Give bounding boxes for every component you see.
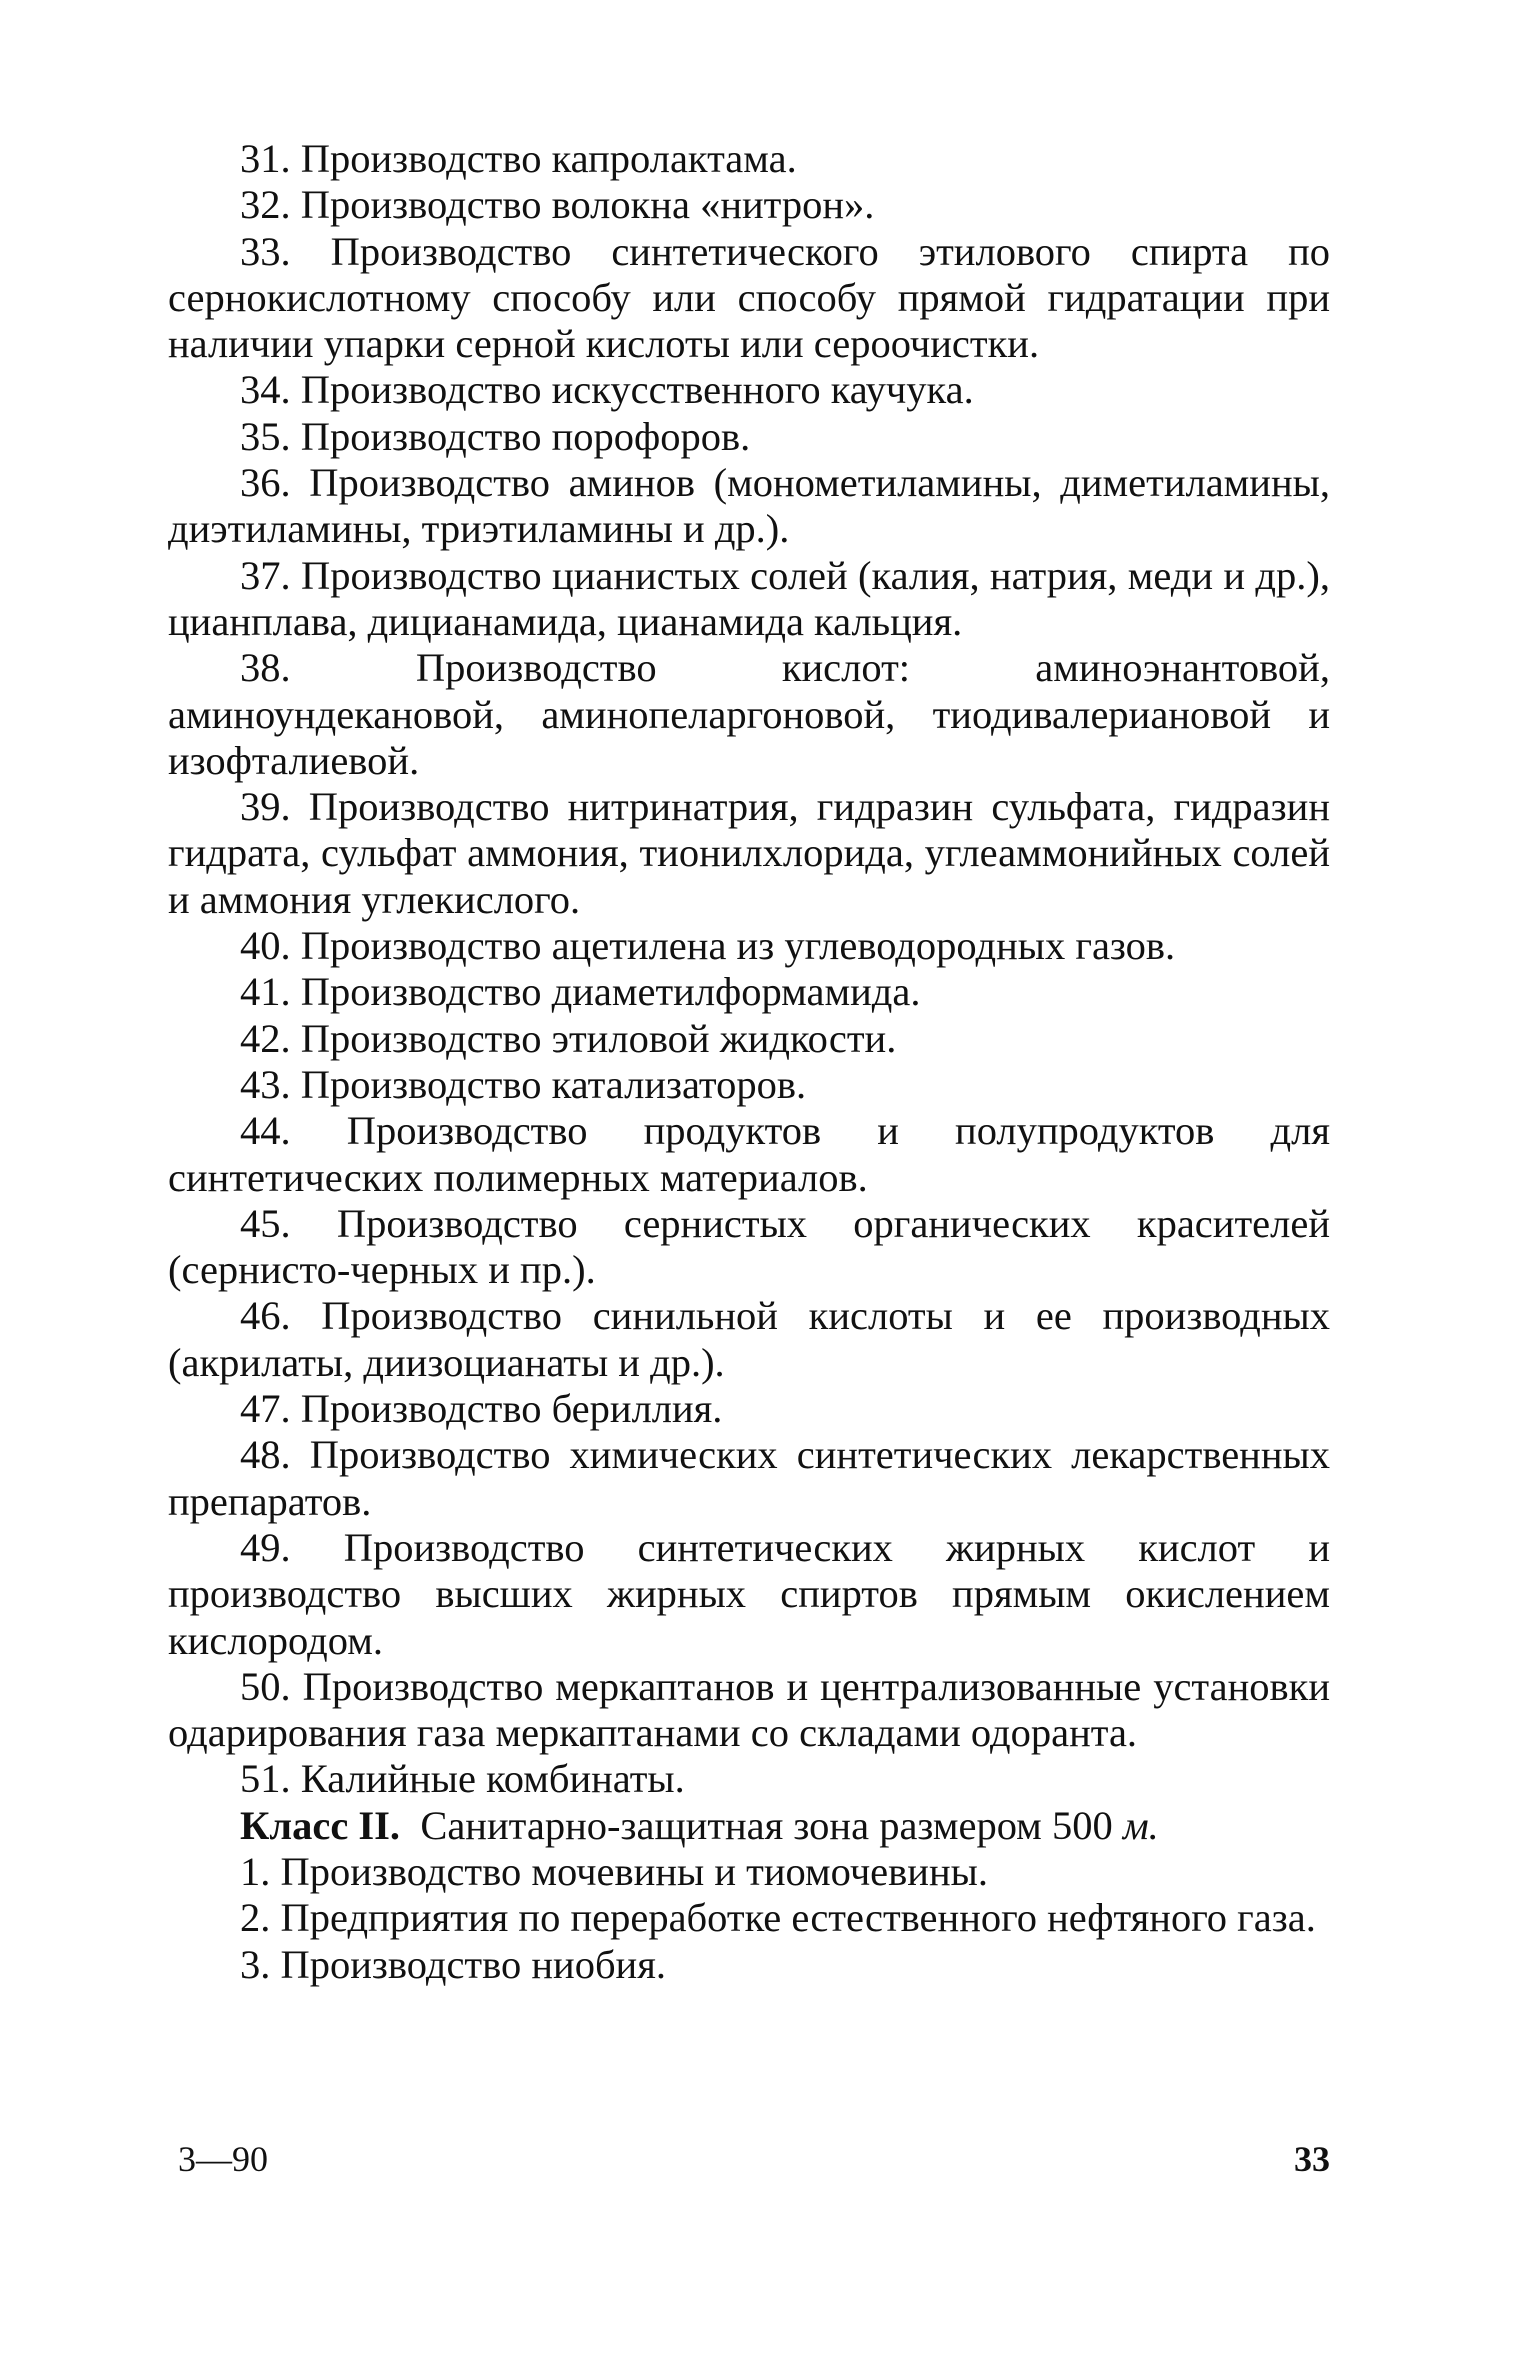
class-list-item: 2. Предприятия по переработке естественного нефтяного газа.	[240, 1895, 1316, 1941]
list-item: 32. Производство волокна «нитрон».	[240, 182, 875, 228]
list-item: 42. Производство этиловой жидкости.	[240, 1015, 897, 1061]
list-item: 41. Производство диаметилформамида.	[240, 969, 921, 1015]
list-item: 38. Производство кислот: аминоэнантовой, аминоундекановой, аминопеларгоновой, тиодивалериановой и изофталиевой.	[168, 645, 1330, 783]
list-item: 49. Производство синтетических жирных кислот и производство высших жирных спиртов прямым окислением кислородом.	[168, 1524, 1330, 1663]
page-number: 33	[1294, 2139, 1330, 2179]
page-footer	[168, 2138, 1330, 2180]
class-list-item: 1. Производство мочевины и тиомочевины.	[240, 1848, 988, 1894]
class-list-item: 3. Производство ниобия.	[240, 1941, 666, 1987]
class-text: Санитарно-защитная зона размером 500	[420, 1802, 1113, 1848]
page-body	[168, 136, 1330, 1988]
list-item: 43. Производство катализаторов.	[240, 1061, 807, 1107]
list-item: 35. Производство порофоров.	[240, 413, 751, 459]
list-item: 50. Производство меркаптанов и централизованные установки одарирования газа меркаптанами со складами одоранта.	[168, 1663, 1330, 1756]
class-heading	[168, 1803, 1330, 1849]
list-item: 34. Производство искусственного каучука.	[240, 367, 974, 413]
signature-mark: 3—90	[178, 2139, 268, 2179]
class-unit: м.	[1122, 1802, 1159, 1848]
list-item: 44. Производство продуктов и полупродуктов для синтетических полимерных материалов.	[168, 1108, 1330, 1200]
list-item: 51. Калийные комбинаты.	[240, 1756, 685, 1802]
list-item: 36. Производство аминов (монометиламины, диметиламины, диэтиламины, триэтиламины и др.).	[168, 460, 1330, 552]
list-item: 46. Производство синильной кислоты и ее производных (акрилаты, диизоцианаты и др.).	[168, 1293, 1330, 1385]
list-item: 48. Производство химических синтетических лекарственных препаратов.	[168, 1432, 1330, 1524]
class-label: Класс II.	[240, 1802, 401, 1848]
list-item: 33. Производство синтетического этилового спирта по сернокислотному способу или способу прямой гидратации при наличии упарки серной кислоты или сероочистки.	[168, 228, 1330, 367]
list-item: 39. Производство нитринатрия, гидразин сульфата, гидразин гидрата, сульфат аммония, тионилхлорида, углеаммонийных солей и аммония углекислого.	[168, 784, 1330, 922]
list-item: 31. Производство капролактама.	[240, 136, 797, 181]
list-item: 45. Производство сернистых органических красителей (сернисто-черных и пр.).	[168, 1200, 1330, 1293]
list-item: 40. Производство ацетилена из углеводородных газов.	[240, 923, 1176, 969]
list-item: 37. Производство цианистых солей (калия, натрия, меди и др.), цианплава, дицианамида, цианамида кальция.	[168, 552, 1330, 644]
list-item: 47. Производство бериллия.	[240, 1386, 723, 1432]
